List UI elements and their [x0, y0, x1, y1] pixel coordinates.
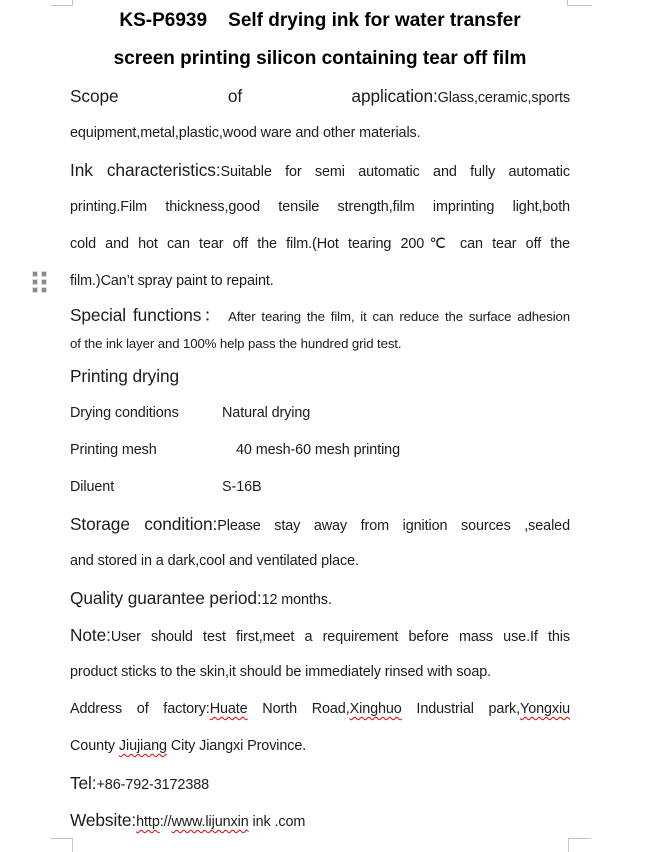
section-heading: Ink characteristics: [70, 160, 221, 180]
body-text: cold and hot can tear off the film.(Hot tearing 200℃ can tear off the [70, 236, 570, 252]
section-heading: Quality guarantee period: [70, 588, 262, 608]
misspelled-word: Jiujiang [118, 738, 167, 754]
misspelled-word: Yongxiu [520, 701, 570, 717]
misspelled-word: http [136, 814, 160, 830]
body-text-small: After tearing the film, it can reduce the surface adhesion [223, 309, 570, 324]
body-text: +86-792-3172388 [96, 777, 210, 793]
spec-value: S-16B [222, 479, 262, 495]
body-text: Please stay away from ignition sources ,sealed [217, 518, 570, 534]
storage-condition-line [70, 543, 570, 580]
special-functions-line [70, 300, 570, 330]
factory-address-line [70, 728, 570, 765]
margin-crop-mark-top-right [567, 0, 592, 6]
ink-characteristics-line [70, 189, 570, 226]
section-heading: Storage condition: [70, 514, 218, 534]
misspelled-word: Xinghuo [349, 701, 402, 717]
body-text: Glass,ceramic,sports [437, 90, 570, 106]
spec-value: Natural drying [222, 405, 311, 421]
body-text: User should test first,meet a requirement before mass use.If this [110, 629, 570, 645]
note-line [70, 654, 570, 691]
body-text: ink .com [248, 814, 306, 830]
ink-characteristics-line [70, 263, 570, 300]
ink-characteristics-line [70, 226, 570, 263]
misspelled-word: www.lijunxin [171, 814, 249, 830]
title-text: KS-P6939 Self drying ink for water transfer [119, 10, 521, 31]
body-text: product sticks to the skin,it should be immediately rinsed with soap. [70, 664, 492, 680]
section-heading: Note: [70, 625, 111, 645]
body-text: County [70, 738, 119, 754]
section-heading: Tel: [70, 773, 97, 793]
misspelled-word: Huate [209, 701, 248, 717]
body-text: printing.Film thickness,good tensile strength,film imprinting light,both [70, 199, 570, 215]
body-text: equipment,metal,plastic,wood ware and other materials. [70, 125, 421, 141]
ink-characteristics-line [70, 152, 570, 189]
body-text-small: of the ink layer and 100% help pass the hundred grid test. [70, 336, 402, 351]
section-heading: Website: [70, 810, 137, 830]
section-heading: Special functions： [70, 305, 224, 325]
body-text: and stored in a dark,cool and ventilated place. [70, 553, 359, 569]
body-text: 12 months. [261, 592, 332, 608]
scope-of-application-line [70, 78, 570, 115]
factory-address-line [70, 691, 570, 728]
spec-value: 40 mesh-60 mesh printing [236, 442, 400, 458]
spec-row-diluent [70, 469, 570, 506]
spec-label: Drying conditions [70, 405, 179, 421]
drag-handle-icon[interactable] [33, 272, 46, 292]
product-title-line-2 [70, 40, 570, 78]
body-text: North Road, [247, 701, 350, 717]
body-text: Address of factory: [70, 701, 210, 717]
section-heading: Scope of application: [70, 86, 438, 106]
body-text: film.)Can’t spray paint to repaint. [70, 273, 274, 289]
margin-crop-mark-bottom-right [568, 838, 591, 852]
note-line [70, 617, 570, 654]
spec-label: Diluent [70, 479, 115, 495]
margin-crop-mark-bottom-left [51, 838, 73, 852]
storage-condition-line [70, 506, 570, 543]
spec-row-drying-conditions [70, 395, 570, 432]
website-line [70, 802, 570, 839]
spec-label: Printing mesh [70, 442, 157, 458]
section-heading: Printing drying [70, 366, 179, 386]
body-text: City Jiangxi Province. [166, 738, 307, 754]
tel-line [70, 765, 570, 802]
body-text: Industrial park, [401, 701, 521, 717]
scope-of-application-line [70, 115, 570, 152]
spec-row-printing-mesh [70, 432, 570, 469]
special-functions-line [70, 330, 570, 358]
product-title-line-1 [70, 2, 570, 40]
body-text: :// [159, 814, 172, 830]
body-text: Suitable for semi automatic and fully automatic [220, 164, 570, 180]
printing-drying-heading [70, 358, 570, 395]
document-body [70, 2, 570, 839]
title-text: screen printing silicon containing tear off film [113, 48, 527, 69]
quality-guarantee-line [70, 580, 570, 617]
